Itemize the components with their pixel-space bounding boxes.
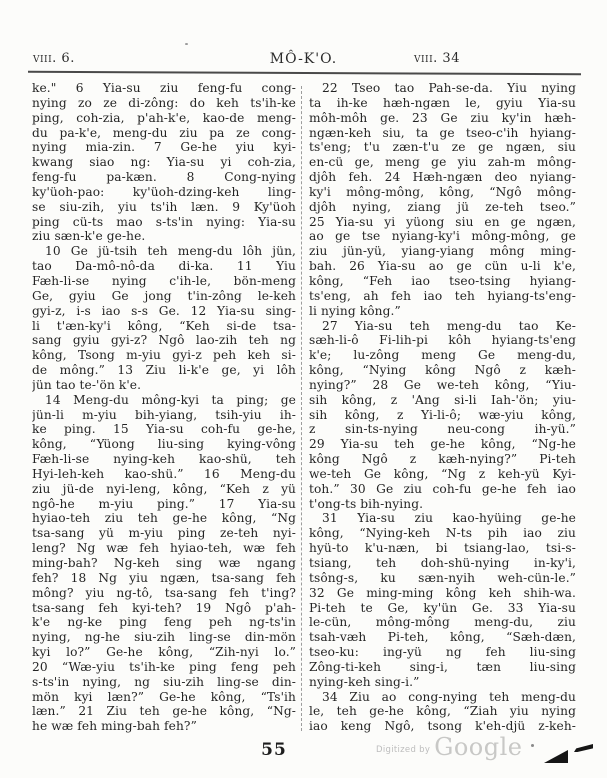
text-line: sæh-li-ô Fi-lih-pi kôh hyiang-ts'eng bbox=[309, 333, 576, 348]
digitized-watermark bbox=[376, 733, 523, 761]
text-line: nying-keh sing-i.” bbox=[309, 674, 420, 689]
text-line: tsa-sang feh kyi-teh? 19 Ngô p'ah- bbox=[32, 600, 296, 615]
text-line: s-ts'in nying, ng siu-zih ling-se din- bbox=[32, 674, 296, 689]
text-line: 27 Yia-su teh meng-du tao Ke- bbox=[322, 318, 576, 333]
header-running-title: MÔ-K'O. bbox=[269, 51, 338, 67]
text-line: Fæh-li-se nying-keh kao-shü, teh bbox=[32, 452, 296, 467]
text-line: mön kyi læn?” Ge-he kông, “Ts'ih bbox=[32, 689, 296, 704]
text-line: nying mia-zin. 7 Ge-he yiu kyi- bbox=[32, 140, 296, 155]
text-line: tsah-væh Pi-teh, kông, “Sæh-dæn, bbox=[309, 630, 576, 645]
text-line: kông, “Nying-keh N-ts pih iao ziu bbox=[309, 526, 576, 541]
text-line: sih kông, z Yi-li-ô; wæ-yiu kông, bbox=[309, 407, 576, 422]
text-line: ts'eng, ah feh iao teh hyiang-ts'eng- bbox=[309, 288, 576, 303]
text-line: tsa-sang yü m-yiu ping ze-teh nyi- bbox=[32, 526, 296, 541]
text-column-left bbox=[32, 81, 296, 734]
text-line: le-cün, mông-mông meng-du, ziu bbox=[309, 615, 576, 630]
scan-artifact-triangle bbox=[544, 750, 568, 763]
text-line: sih kông, z 'Ang si-li Iah-'ön; yiu- bbox=[309, 392, 576, 407]
text-line: Zông-ti-keh sing-i, tæn liu-sing bbox=[309, 659, 576, 674]
text-line: kông, Tsong m-yiu gyi-z peh keh si- bbox=[32, 348, 296, 363]
text-line: 31 Yia-su ziu kao-hyüing ge-he bbox=[322, 511, 576, 526]
text-line: môh-môh ge. 23 Ge ziu ky'in hæh- bbox=[309, 110, 576, 125]
text-line: nying, ng-he siu-zih ling-se din-mön bbox=[32, 630, 296, 645]
text-line: feng-fu pa-kæn. 8 Cong-nying bbox=[32, 170, 296, 185]
text-line: ky'i mông-mông, kông, “Ngô mông- bbox=[309, 184, 576, 199]
text-line: iao keng Ngô, tsong k'eh-djü z-keh- bbox=[309, 719, 576, 734]
text-line: 14 Meng-du mông-kyi ta ping; ge bbox=[45, 392, 296, 407]
text-line: kông Ngô z kæh-nying?” Pi-teh bbox=[309, 452, 576, 467]
text-line: ao ge tse nyiang-ky'i mông-mông, ge bbox=[309, 229, 576, 244]
text-line: t'ong-ts bih-nying. bbox=[309, 496, 424, 511]
text-line: ta ih-ke hæh-ngæn le, gyiu Yia-su bbox=[309, 95, 576, 110]
text-line: bah. 26 Yia-su ao ge cün u-li k'e, bbox=[309, 259, 576, 274]
text-column-right bbox=[309, 81, 576, 734]
text-line: kyi lo?” Ge-he kông, “Zih-nyi lo.” bbox=[32, 645, 296, 660]
text-line: kwang siao ng: Yia-su yi coh-zia, bbox=[32, 155, 296, 170]
text-line: ziu sæn-k'e ge-he. bbox=[32, 229, 146, 244]
text-line: djôh nying, ziang jü ze-teh tseo.” bbox=[309, 199, 576, 214]
text-line: djôh feh. 24 Hæh-ngæn deo nyiang- bbox=[309, 170, 576, 185]
text-line: ky'üoh-pao: ky'üoh-dzing-keh ling- bbox=[32, 184, 296, 199]
text-line: hyiao-teh ziu teh ge-he kông, “Ng bbox=[32, 511, 296, 526]
text-line: li t'æn-ky'i kông, “Keh si-de tsa- bbox=[32, 318, 296, 333]
text-line: gyi-z, i-s iao s-s Ge. 12 Yia-su sing- bbox=[32, 303, 296, 318]
text-line: ke ping. 15 Yia-su coh-fu ge-he, bbox=[32, 422, 296, 437]
text-line: kông, “Yüong liu-sing kying-vông bbox=[32, 437, 296, 452]
text-line: k'e ng-ke ping feng peh ng-ts'in bbox=[32, 615, 296, 630]
text-line: 29 Yia-su teh ge-he kông, “Ng-he bbox=[309, 437, 576, 452]
text-line: feh? 18 Ng yiu ngæn, tsa-sang feh bbox=[32, 570, 296, 585]
text-line: Pi-teh te Ge, ky'ün Ge. 33 Yia-su bbox=[309, 600, 576, 615]
text-line: jün tao te-'ön k'e. bbox=[32, 377, 142, 392]
page-number: 55 bbox=[261, 740, 287, 760]
scan-artifact-speck bbox=[185, 43, 188, 45]
text-line: ziu jü-de nyi-leng, kông, “Keh z yü bbox=[32, 481, 296, 496]
text-line: nying zo ze di-zông: do keh ts'ih-ke bbox=[32, 95, 296, 110]
text-line: ziu jün-yü, yiang-yiang mông ming- bbox=[309, 244, 576, 259]
text-line: 22 Tseo tao Pah-se-da. Yiu nying bbox=[322, 81, 576, 95]
header-chapter-verse-right: viii. 34 bbox=[414, 51, 460, 66]
text-line: nying?” 28 Ge we-teh kông, “Yiu- bbox=[309, 377, 576, 392]
text-line: leng? Ng wæ feh hyiao-teh, wæ feh bbox=[32, 541, 296, 556]
text-line: 34 Ziu ao cong-nying teh meng-du bbox=[322, 689, 576, 704]
text-line: ming-bah? Ng-keh sing wæ ngang bbox=[32, 556, 296, 570]
text-line: tseo-ku: ing-yü ng feh liu-sing bbox=[309, 645, 576, 660]
text-line: ngæn-keh siu, ta ge tseo-c'ih hyiang- bbox=[309, 125, 576, 140]
text-line: hyü-to k'u-næn, bi tsiang-lao, tsi-s- bbox=[309, 541, 576, 556]
column-divider bbox=[301, 86, 302, 731]
text-line: sang gyiu gyi-z? Ngô lao-zih teh ng bbox=[32, 333, 296, 348]
text-line: læn.” 21 Ziu teh ge-he kông, “Ng- bbox=[32, 704, 296, 719]
text-line: z sin-ts-nying neu-cong ih-yü.” bbox=[309, 422, 576, 437]
text-line: tsiang, teh doh-shü-nying in-ky'i, bbox=[309, 556, 576, 570]
text-line: tao Da-mô-nô-da di-ka. 11 Yiu bbox=[32, 259, 296, 274]
scan-artifact-speck bbox=[531, 744, 534, 747]
text-line: 20 “Wæ-yiu ts'ih-ke ping feng peh bbox=[32, 659, 296, 674]
google-watermark-text: Google bbox=[434, 733, 523, 761]
header-chapter-verse-left: viii. 6. bbox=[33, 51, 75, 66]
text-line: ping cü-ts mao s-ts'in nying: Yia-su bbox=[32, 214, 296, 229]
header-rule bbox=[28, 71, 581, 75]
text-line: Hyi-leh-keh kao-shü.” 16 Meng-du bbox=[32, 466, 296, 481]
watermark-prefix-text: Digitized by bbox=[376, 745, 431, 755]
text-line: de mông.” 13 Ziu li-k'e ge, yi lôh bbox=[32, 363, 296, 378]
text-line: Fæh-li-se nying c'ih-le, bön-meng bbox=[32, 273, 296, 288]
text-line: 10 Ge jü-tsih teh meng-du lôh jün, bbox=[45, 244, 296, 259]
text-line: 25 Yia-su yi yüong siu en ge ngæn, bbox=[309, 214, 576, 229]
text-line: 32 Ge ming-ming kông keh shih-wa. bbox=[309, 585, 576, 600]
text-line: Ge, gyiu Ge jong t'in-zông le-keh bbox=[32, 288, 296, 303]
text-line: mông? yiu ng-tô, tsa-sang feh t'ing? bbox=[32, 585, 296, 600]
text-line: ts'eng; t'u zæn-t'u ze ge ngæn, siu bbox=[309, 140, 576, 155]
text-line: tsông-s, ku sæn-nyih weh-cün-le.” bbox=[309, 570, 576, 585]
text-line: li nying kông.” bbox=[309, 303, 401, 318]
text-line: ping, coh-zia, p'ah-k'e, kao-de meng- bbox=[32, 110, 296, 125]
scan-artifact-triangle bbox=[574, 744, 593, 752]
text-line: jün-li m-yiu bih-yiang, tsih-yiu ih- bbox=[32, 407, 296, 422]
text-line: ngô-he m-yiu ping.” 17 Yia-su bbox=[32, 496, 296, 511]
text-line: we-teh Ge kông, “Ng z keh-yü Kyi- bbox=[309, 466, 576, 481]
text-line: en-cü ge, meng ge yiu zah-m mông- bbox=[309, 155, 576, 170]
text-line: kông, “Nying kông Ngô z kæh- bbox=[309, 363, 576, 378]
text-line: le, teh ge-he kông, “Ziah yiu nying bbox=[309, 704, 576, 719]
text-line: se siu-zih, yiu ts'ih læn. 9 Ky'üoh bbox=[32, 199, 296, 214]
text-line: k'e; lu-zông meng Ge meng-du, bbox=[309, 348, 576, 363]
text-line: toh.” 30 Ge ziu coh-fu ge-he feh iao bbox=[309, 481, 576, 496]
text-line: kông, “Feh iao tseo-tsing hyiang- bbox=[309, 273, 576, 288]
text-line: du pa-k'e, meng-du ziu pa ze cong- bbox=[32, 125, 296, 140]
text-line: ke." 6 Yia-su ziu feng-fu cong- bbox=[32, 81, 296, 95]
text-line: he wæ feh ming-bah feh?” bbox=[32, 719, 197, 734]
